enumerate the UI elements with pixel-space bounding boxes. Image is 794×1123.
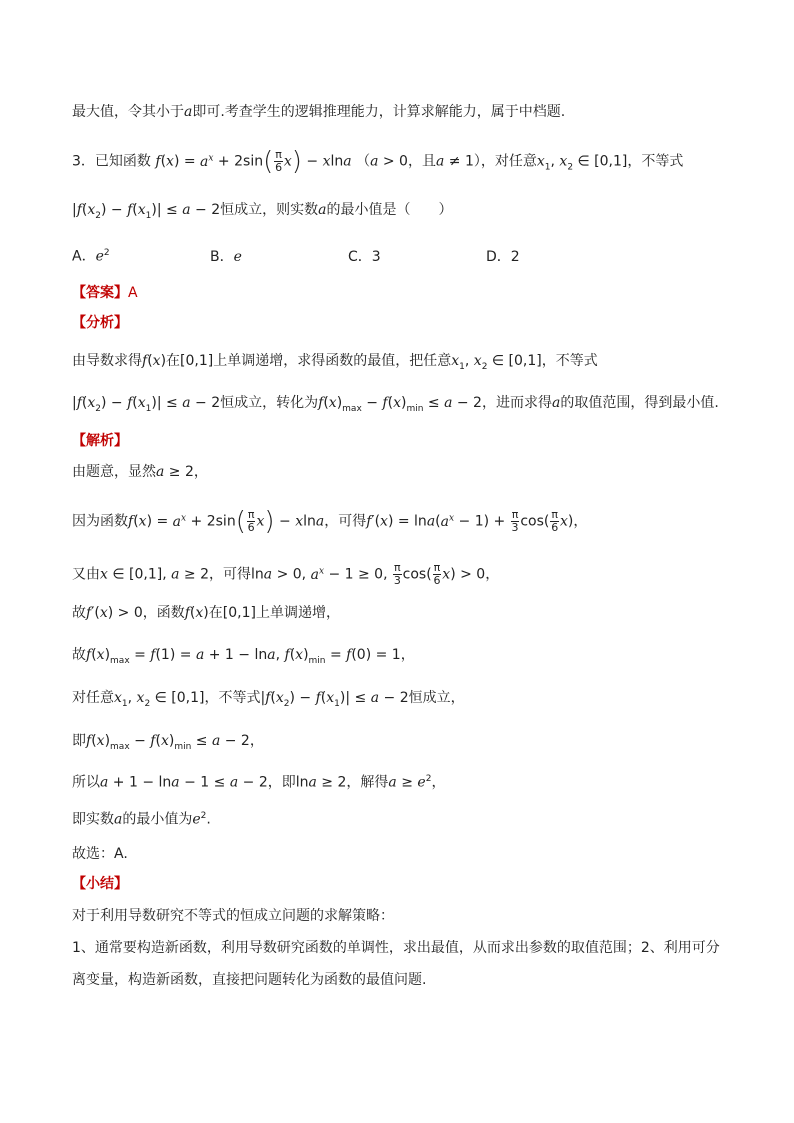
question-3-line-1: 3．已知函数 $f(x) = a^x + 2\sin$( $\frac{\pi}{6}$ x) − xlna （a > 0，且a ≠ 1），对任意$x_1$, $x_2$ ∈ [0,1]，不等式 [72,146,684,177]
solution-line-8: 所以a + 1 − lna − 1 ≤ a − 2，即lna ≥ 2，解得$a \ge e^2$， [72,774,446,791]
solution-heading: 【解析】 [72,433,128,449]
solution-line-7: 即$f(x)_{max} - f(x)_{min} \le a - 2$， [72,733,264,752]
summary-line-2: 1、通常要构造新函数，利用导数研究函数的单调性，求出最值，从而求出参数的取值范围；2、利用可分 [72,940,720,956]
option-d: D．2 [486,248,520,265]
solution-line-5: 故$f(x)_{max} = f(1) = a + 1 - \ln a$, $f(x)_{min} = f(0) = 1$， [72,647,415,666]
intro-line: 最大值，令其小于a即可.考查学生的逻辑推理能力，计算求解能力，属于中档题. [72,104,566,120]
analysis-line-2: $|f(x_2) - f(x_1)| \le a - 2$恒成立，转化为$f(x)_{max} - f(x)_{min} \le a - 2$，进而求得a的取值范围，得到最小值. [72,395,719,414]
option-b: B．e [210,248,242,265]
analysis-heading: 【分析】 [72,315,128,331]
solution-line-10: 故选：A. [72,846,128,862]
solution-line-2: 因为函数$f(x) = a^x + 2\sin$( $\frac{\pi}{6}$ x) − xlna，可得$f'(x) = \ln a(a^x - 1)$ + $\frac{\pi}{3}$ cos( $\frac{\pi}{6}$ x)， [72,506,588,537]
option-a: A．$e^2$ [72,248,110,265]
summary-line-3: 离变量，构造新函数，直接把问题转化为函数的最值问题. [72,972,427,988]
solution-line-6: 对任意$x_1$, $x_2$ ∈ [0,1]，不等式$|f(x_2) - f(x_1)| \le a - 2$恒成立， [72,690,465,709]
solution-line-1: 由题意，显然a ≥ 2， [72,464,208,480]
analysis-line-1: 由导数求得f(x)在[0,1]上单调递增，求得函数的最值，把任意$x_1$, $x_2$ ∈ [0,1]，不等式 [72,353,598,372]
answer-section: 【答案】A [72,285,138,301]
option-c: C．3 [348,248,381,265]
solution-line-9: 即实数a的最小值为$e^2$. [72,811,211,828]
solution-line-4: 故f′(x) > 0，函数f(x)在[0,1]上单调递增， [72,605,340,621]
solution-line-3: 又由x ∈ [0,1], a ≥ 2，可得lna > 0, $a^x - 1 \ge 0$, $\frac{\pi}{3}$ cos( $\frac{\pi}{6}$ x) > 0， [72,561,500,588]
question-3-options [72,243,732,267]
summary-line-1: 对于利用导数研究不等式的恒成立问题的求解策略： [72,908,394,924]
summary-heading: 【小结】 [72,876,128,892]
question-3-line-2: $|f(x_2) - f(x_1)| \le a - 2$恒成立，则实数a的最小值是（ ） [72,202,453,221]
